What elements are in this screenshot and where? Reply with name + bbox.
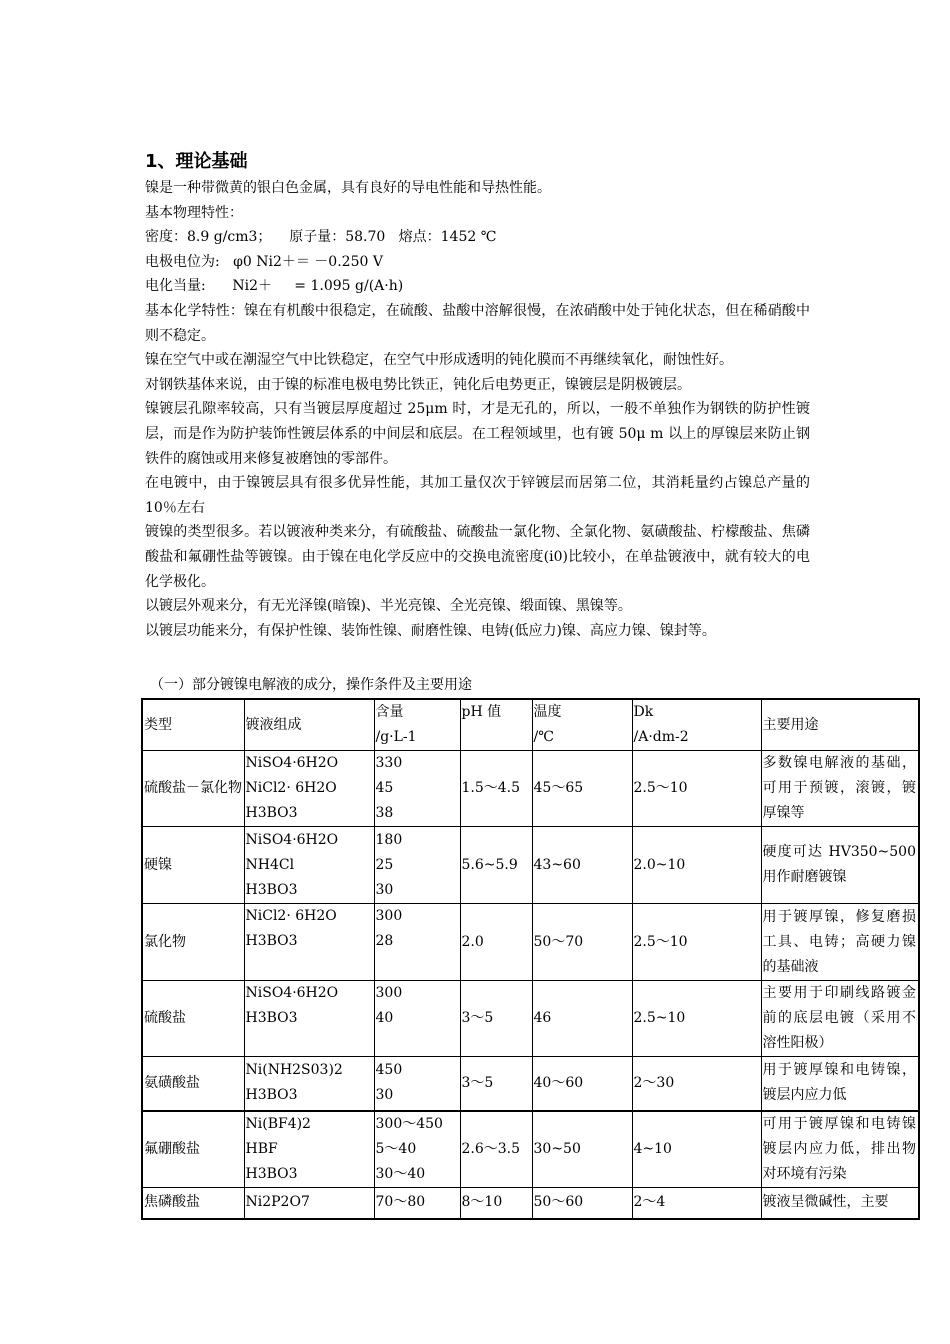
cell-type: 硬镍 [142,827,244,904]
cell-use: 可用于镀厚镍和电铸镍镀层内应力低，排出物对环境有污染 [761,1111,919,1188]
cell-use: 硬度可达 HV350~500 用作耐磨镀镍 [761,827,919,904]
cell-dk: 2.5～10 [632,904,761,981]
content-item: 38 [375,805,394,821]
content-item: 40 [375,1010,394,1026]
cell-ph: 5.6~5.9 [460,827,532,904]
header-content [374,699,460,751]
paragraph: 基本化学特性：镍在有机酸中很稳定，在硫酸、盐酸中溶解很慢，在浓硝酸中处于钝化状态，但在稀硝酸中则不稳定。 [145,302,810,344]
cell-type: 氨磺酸盐 [142,1057,244,1111]
cell-ph: 3～5 [460,1057,532,1111]
cell-dk: 2～4 [632,1188,761,1219]
electrolyte-table [141,698,920,1220]
table-row [142,1057,919,1111]
header-temp-unit: /℃ [533,729,554,745]
cell-ph: 1.5～4.5 [460,751,532,827]
paragraph: 密度：8.9 g/cm3； 原子量：58.70 熔点：1452 ℃ [145,229,497,246]
cell-temp: 46 [532,981,632,1057]
cell-composition [244,1111,374,1188]
cell-use: 用于镀厚镍和电铸镍，镀层内应力低 [761,1057,919,1111]
cell-temp: 50～70 [532,904,632,981]
cell-content [374,751,460,827]
cell-content [374,1188,460,1219]
composition-item: HBF [245,1140,278,1157]
composition-item: NiSO4·6H2O [245,985,339,1001]
cell-temp: 43~60 [532,827,632,904]
paragraph: 镍在空气中或在潮湿空气中比铁稳定，在空气中形成透明的钝化膜而不再继续氧化，耐蚀性好。 [145,352,733,369]
cell-temp: 30~50 [532,1111,632,1188]
content-item: 5～40 [375,1140,417,1157]
composition-item: NiSO4·6H2O [245,755,339,771]
cell-composition [244,751,374,827]
composition-item: Ni(BF4)2 [245,1115,311,1132]
cell-type: 氟硼酸盐 [142,1111,244,1188]
paragraph: 以镀层功能来分，有保护性镍、装饰性镍、耐磨性镍、电铸(低应力)镍、高应力镍、镍封等。 [145,622,716,639]
cell-use: 多数镍电解液的基础，可用于预镀，滚镀，镀厚镍等 [761,751,919,827]
content-item: 450 [375,1062,403,1079]
header-composition: 镀液组成 [244,699,374,751]
table-caption: （一）部分镀镍电解液的成分，操作条件及主要用途 [150,677,472,693]
composition-item: H3BO3 [245,933,298,949]
cell-temp: 50～60 [532,1188,632,1219]
cell-composition [244,981,374,1057]
header-use: 主要用途 [761,699,919,751]
table-row [142,1111,919,1188]
cell-type: 硫酸盐 [142,981,244,1057]
cell-dk: 2.5～10 [632,751,761,827]
table-row [142,827,919,904]
header-ph: pH 值 [460,699,532,751]
content-item: 70～80 [375,1194,426,1211]
cell-dk: 4~10 [632,1111,761,1188]
paragraph: 镍镀层孔隙率较高，只有当镀层厚度超过 25μm 时，才是无孔的，所以，一般不单独作为钢铁的防护性镀层，而是作为防护装饰性镀层体系的中间层和底层。在工程领域里，也有镀 50μ m 以上的厚镍层来防止钢铁件的腐蚀或用来修复被磨蚀的零部件。 [145,401,810,467]
table-header-row [142,699,919,751]
composition-item: NH4Cl [245,856,295,873]
table-row [142,751,919,827]
content-item: 300 [375,908,403,924]
paragraph: 镀镍的类型很多。若以镀液种类来分，有硫酸盐、硫酸盐一氯化物、全氯化物、氨磺酸盐、柠檬酸盐、焦磷酸盐和氟硼性盐等镀镍。由于镍在电化学反应中的交换电流密度(i0)比较小，在单盐镀液中，就有较大的电化学极化。 [145,524,810,590]
content-item: 30～40 [375,1165,426,1182]
cell-dk: 2.0~10 [632,827,761,904]
content-item: 25 [375,856,394,873]
cell-ph: 3～5 [460,981,532,1057]
content-item: 180 [375,831,403,848]
header-temp [532,699,632,751]
section-heading: 1、理论基础 [145,151,248,172]
composition-item: Ni(NH2S03)2 [245,1062,343,1079]
cell-use: 用于镀厚镍，修复磨损工具、电铸；高硬力镍的基础液 [761,904,919,981]
cell-use: 镀液呈微碱性，主要 [761,1188,919,1219]
header-dk-unit: /A·dm-2 [633,729,689,745]
cell-content [374,827,460,904]
content-item: 300 [375,985,403,1001]
cell-temp: 45～65 [532,751,632,827]
cell-use: 主要用于印刷线路镀金前的底层电镀（采用不溶性阳极） [761,981,919,1057]
cell-content [374,904,460,981]
composition-item: H3BO3 [245,805,298,821]
cell-type: 氯化物 [142,904,244,981]
cell-content [374,1111,460,1188]
table-row [142,1188,919,1219]
composition-item: NiCl2· 6H2O [245,780,337,796]
cell-content [374,1057,460,1111]
composition-item: NiSO4·6H2O [245,831,339,848]
content-item: 30 [375,881,394,898]
cell-type: 焦磷酸盐 [142,1188,244,1219]
table-row [142,904,919,981]
cell-type: 硫酸盐－氯化物 [142,751,244,827]
cell-dk: 2.5~10 [632,981,761,1057]
body-text [145,176,810,643]
paragraph: 电化当量: Ni2＋ = 1.095 g/(A·h) [145,278,404,295]
cell-ph: 2.0 [460,904,532,981]
content-item: 330 [375,755,403,771]
composition-item: H3BO3 [245,1087,298,1104]
content-item: 300～450 [375,1115,443,1132]
paragraph: 镍是一种带微黄的银白色金属，具有良好的导电性能和导热性能。 [145,180,551,196]
cell-ph: 8～10 [460,1188,532,1219]
content-item: 28 [375,933,394,949]
cell-ph: 2.6～3.5 [460,1111,532,1188]
cell-composition [244,1188,374,1219]
header-type: 类型 [142,699,244,751]
header-dk [632,699,761,751]
composition-item: Ni2P2O7 [245,1194,310,1211]
paragraph: 以镀层外观来分，有无光泽镍(暗镍)、半光亮镍、全光亮镍、缎面镍、黑镍等。 [145,598,632,615]
table-row [142,981,919,1057]
cell-temp: 40～60 [532,1057,632,1111]
composition-item: H3BO3 [245,1165,298,1182]
composition-item: H3BO3 [245,881,298,898]
header-content-unit: /g·L-1 [375,729,417,745]
paragraph: 对钢铁基体来说，由于镍的标准电极电势比铁正，钝化后电势更正，镍镀层是阴极镀层。 [145,376,691,393]
composition-item: H3BO3 [245,1010,298,1026]
cell-composition [244,827,374,904]
header-temp-line: 温度 [533,704,562,720]
cell-composition [244,1057,374,1111]
composition-item: NiCl2· 6H2O [245,908,337,924]
cell-dk: 2～30 [632,1057,761,1111]
cell-composition [244,904,374,981]
paragraph: 电极电位为: φ0 Ni2＋＝ －0.250 V [145,253,383,270]
content-item: 30 [375,1087,394,1104]
header-content-line: 含量 [375,704,404,720]
paragraph: 在电镀中，由于镍镀层具有很多优异性能，其加工量仅次于锌镀层而居第二位，其消耗量约占镍总产量的 10％左右 [145,475,810,516]
header-dk-line: Dk [633,704,654,720]
content-item: 45 [375,780,394,796]
paragraph: 基本物理特性： [145,204,243,221]
cell-content [374,981,460,1057]
